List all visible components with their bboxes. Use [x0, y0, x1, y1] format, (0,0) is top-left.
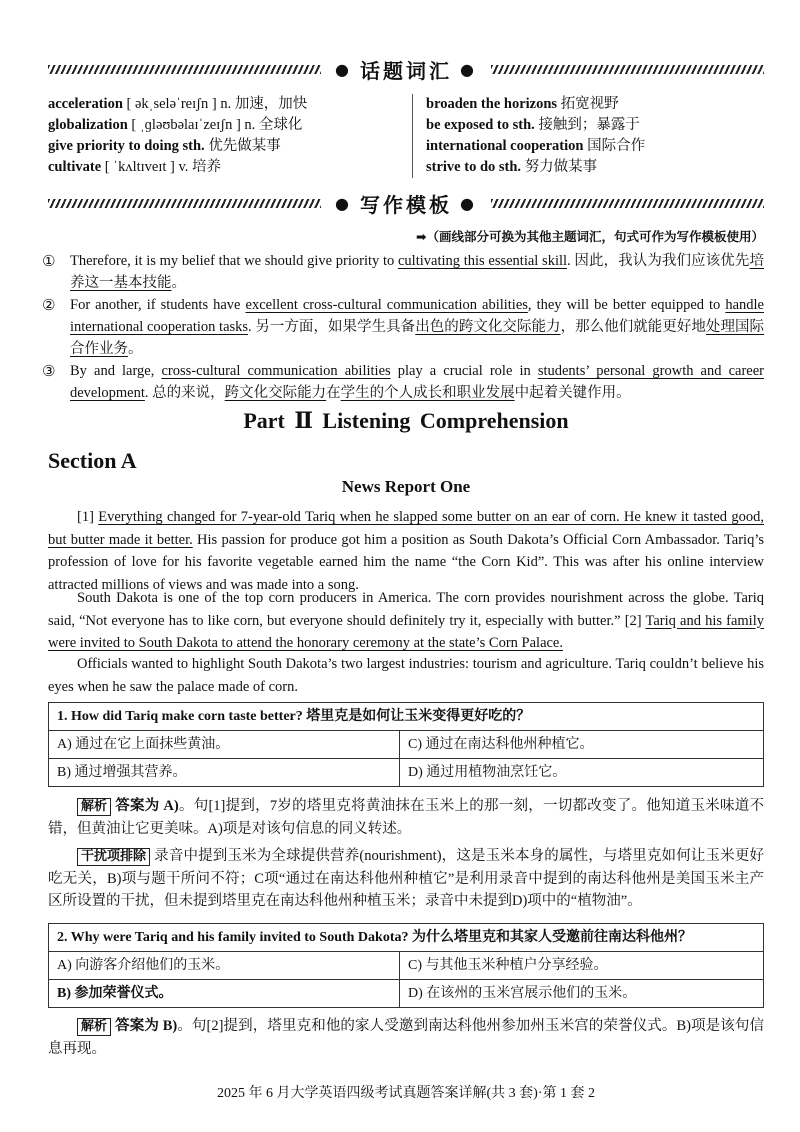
question-text: 2. Why were Tariq and his family invited to South Dakota? 为什么塔里克和其家人受邀前往南达科他州？ — [49, 924, 763, 952]
transcript-paragraph: [1] Everything changed for 7-year-old Tariq when he slapped some butter on an ear of corn. He knew it tasted good, but butter made it better. His passion for produce got him a position as South Dakota’s Official Corn Ambassador. Tariq’s profession of love for his favorite vegetable earned him the name “the Corn Kid”. This was after his online interview attracted millions of views and was made into a song. — [48, 509, 764, 593]
banner-title: 写作模板 — [360, 192, 452, 217]
vocab-right-column — [426, 94, 645, 178]
explanation-tag: 解析 — [77, 1018, 111, 1036]
template-sentence: ① Therefore, it is my belief that we should give priority to cultivating this essential skill. 因此，我认为我们应该优先培养这一基本技能。 — [42, 252, 764, 291]
vocab-item: broaden the horizons 拓宽视野 — [426, 96, 619, 112]
bullet-icon: ● — [335, 193, 352, 213]
vocab-item: globalization [ ˌɡləʊbəlaɪˈzeɪʃn ] n. 全球化 — [48, 117, 303, 133]
topic-vocab-banner — [48, 54, 764, 84]
question-table — [48, 702, 764, 787]
section-title: Section A — [48, 448, 137, 473]
hatch-right — [491, 65, 764, 74]
question-table — [48, 923, 764, 1008]
bullet-icon: ● — [460, 59, 477, 79]
page-footer: 2025 年 6 月大学英语四级考试真题答案详解(共 3 套)·第 1 套 2 — [217, 1086, 595, 1101]
answer-explanation: 解析 答案为 A)。句[1]提到，7岁的塔里克将黄油抹在玉米上的那一刻，一切都改变了。他知道玉米味道不错，但黄油让它更美味。A)项是对该句信息的同义转述。 — [48, 798, 764, 837]
hatch-left — [48, 65, 321, 74]
template-note: ➡（画线部分可换为其他主题词汇，句式可作为写作模板使用） — [416, 229, 764, 244]
question-text: 1. How did Tariq make corn taste better? 塔里克是如何让玉米变得更好吃的？ — [49, 703, 763, 731]
option-b: B) 通过增强其营养。 — [49, 759, 400, 786]
vocab-item: be exposed to sth. 接触到；暴露于 — [426, 117, 640, 133]
vocab-item: acceleration [ əkˌseləˈreɪʃn ] n. 加速，加快 — [48, 96, 308, 112]
vocab-item: international cooperation 国际合作 — [426, 138, 646, 154]
distractor-explanation: 干扰项排除 录音中提到玉米为全球提供营养(nourishment)，这是玉米本身的属性，与塔里克如何让玉米更好吃无关，B)项与题干所问不符；C项“通过在南达科他州种植它”是利用录音中提到的南达科他州是美国玉米主产区所设置的干扰，但未提到塔里克在南达科他州种植玉米；录音中未提到D)项中的“植物油”。 — [48, 848, 764, 909]
vocab-item: strive to do sth. 努力做某事 — [426, 159, 598, 175]
writing-template-banner — [48, 188, 764, 218]
vocab-item: give priority to doing sth. 优先做某事 — [48, 138, 281, 154]
option-c: C) 与其他玉米种植户分享经验。 — [408, 958, 608, 973]
explanation-tag: 解析 — [77, 798, 111, 816]
option-b: B) 参加荣誉仪式。 — [49, 980, 400, 1007]
vocab-item: cultivate [ ˈkʌltɪveɪt ] v. 培养 — [48, 159, 222, 175]
transcript-paragraph: South Dakota is one of the top corn producers in America. The corn provides nourishment across the globe. Tariq said, “Not everyone has to like corn, but everyone should definitely try it, especially with butter.” [2] Tariq and his family were invited to South Dakota to attend the honorary ceremony at the state’s Corn Palace. — [48, 590, 764, 651]
answer-explanation: 解析 答案为 B)。句[2]提到，塔里克和他的家人受邀到南达科他州参加州玉米宫的荣誉仪式。B)项是该句信息再现。 — [48, 1018, 765, 1057]
hatch-right — [491, 199, 764, 208]
column-divider — [412, 94, 413, 178]
option-c: C) 通过在南达科他州种植它。 — [408, 737, 594, 752]
option-d: D) 通过用植物油烹饪它。 — [408, 765, 567, 780]
option-a: A) 向游客介绍他们的玉米。 — [49, 952, 400, 979]
option-a: A) 通过在它上面抹些黄油。 — [49, 731, 400, 758]
template-sentence: ③ By and large, cross-cultural communication abilities play a crucial role in students’ personal growth and career development. 总的来说，跨文化交际能力在学生的个人成长和职业发展中起着关键作用。 — [42, 362, 764, 401]
option-d: D) 在该州的玉米宫展示他们的玉米。 — [408, 986, 637, 1001]
distractor-tag: 干扰项排除 — [77, 848, 150, 866]
bullet-icon: ● — [460, 193, 477, 213]
hatch-left — [48, 199, 321, 208]
bullet-icon: ● — [335, 59, 352, 79]
vocab-list — [48, 94, 764, 178]
template-sentence: ② For another, if students have excellent cross-cultural communication abilities, they will be better equipped to handle international cooperation tasks. 另一方面，如果学生具备出色的跨文化交际能力，那么他们就能更好地处理国际合作业务。 — [42, 296, 765, 357]
report-title: News Report One — [341, 477, 471, 496]
vocab-left-column — [48, 94, 307, 178]
banner-title: 话题词汇 — [360, 58, 452, 83]
transcript-paragraph: Officials wanted to highlight South Dakota’s two largest industries: tourism and agriculture. Tariq couldn’t believe his eyes when he saw the palace made of corn. — [48, 656, 764, 695]
part-title: Part Ⅱ Listening Comprehension — [243, 408, 569, 433]
